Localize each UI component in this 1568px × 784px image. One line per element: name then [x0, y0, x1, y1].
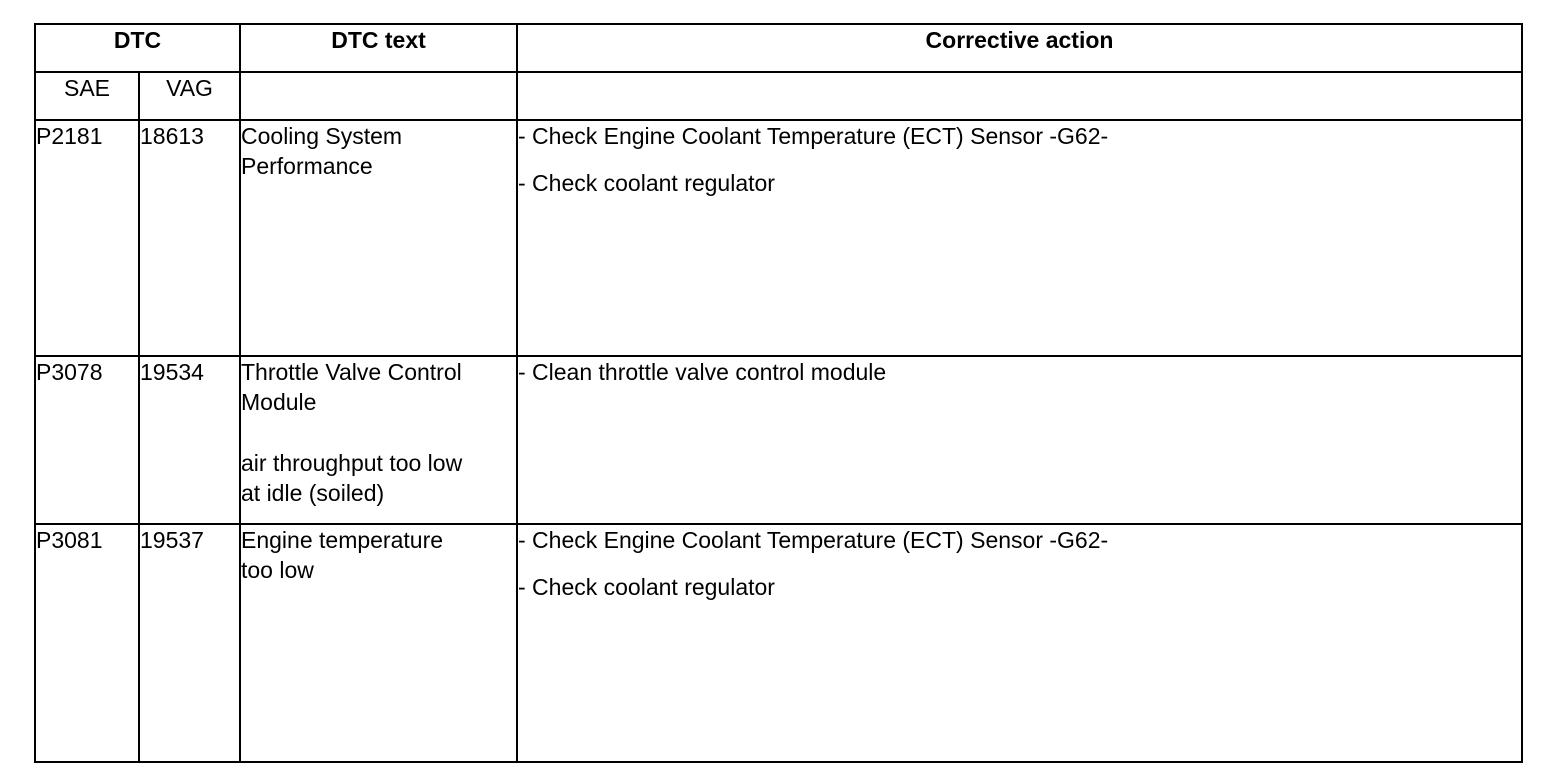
dtc-text-cell: [240, 120, 517, 356]
dtc-text-cell: [240, 524, 517, 762]
dtc-text-cell: [240, 356, 517, 524]
dtc-text-detail-line: air throughput too low: [241, 450, 463, 476]
dtc-text-detail-line: at idle (soiled): [241, 480, 385, 506]
header-dtc-text: DTC text: [240, 24, 517, 72]
sae-code-cell: P2181: [35, 120, 139, 356]
action-item: - Check coolant regulator: [518, 170, 775, 196]
corrective-action-cell: [517, 524, 1522, 762]
dtc-text-line: too low: [241, 557, 314, 583]
corrective-action-cell: [517, 120, 1522, 356]
dtc-table: [34, 23, 1523, 763]
header-corrective-action: Corrective action: [517, 24, 1522, 72]
subheader-vag: VAG: [139, 72, 240, 120]
subheader-sae: SAE: [35, 72, 139, 120]
action-item: - Check coolant regulator: [518, 574, 775, 600]
table-row: [35, 120, 1522, 356]
corrective-action-cell: [517, 356, 1522, 524]
dtc-text-line: Throttle Valve Control: [241, 359, 462, 385]
action-item: - Check Engine Coolant Temperature (ECT) Sensor -G62-: [518, 123, 1109, 149]
dtc-text-line: Engine temperature: [241, 527, 444, 553]
action-item: - Clean throttle valve control module: [518, 359, 887, 385]
sae-code-cell: P3078: [35, 356, 139, 524]
vag-code-cell: 19534: [139, 356, 240, 524]
table-row: [35, 524, 1522, 762]
vag-code-cell: 18613: [139, 120, 240, 356]
dtc-text-line: Module: [241, 389, 317, 415]
action-item: - Check Engine Coolant Temperature (ECT) Sensor -G62-: [518, 527, 1109, 553]
subheader-empty-action: [517, 72, 1522, 120]
subheader-row: [35, 72, 1522, 120]
header-dtc: DTC: [35, 24, 240, 72]
dtc-text-line: Cooling System: [241, 123, 403, 149]
sae-code-cell: P3081: [35, 524, 139, 762]
subheader-empty-text: [240, 72, 517, 120]
table-row: [35, 356, 1522, 524]
header-row: [35, 24, 1522, 72]
dtc-text-line: Performance: [241, 153, 373, 179]
vag-code-cell: 19537: [139, 524, 240, 762]
